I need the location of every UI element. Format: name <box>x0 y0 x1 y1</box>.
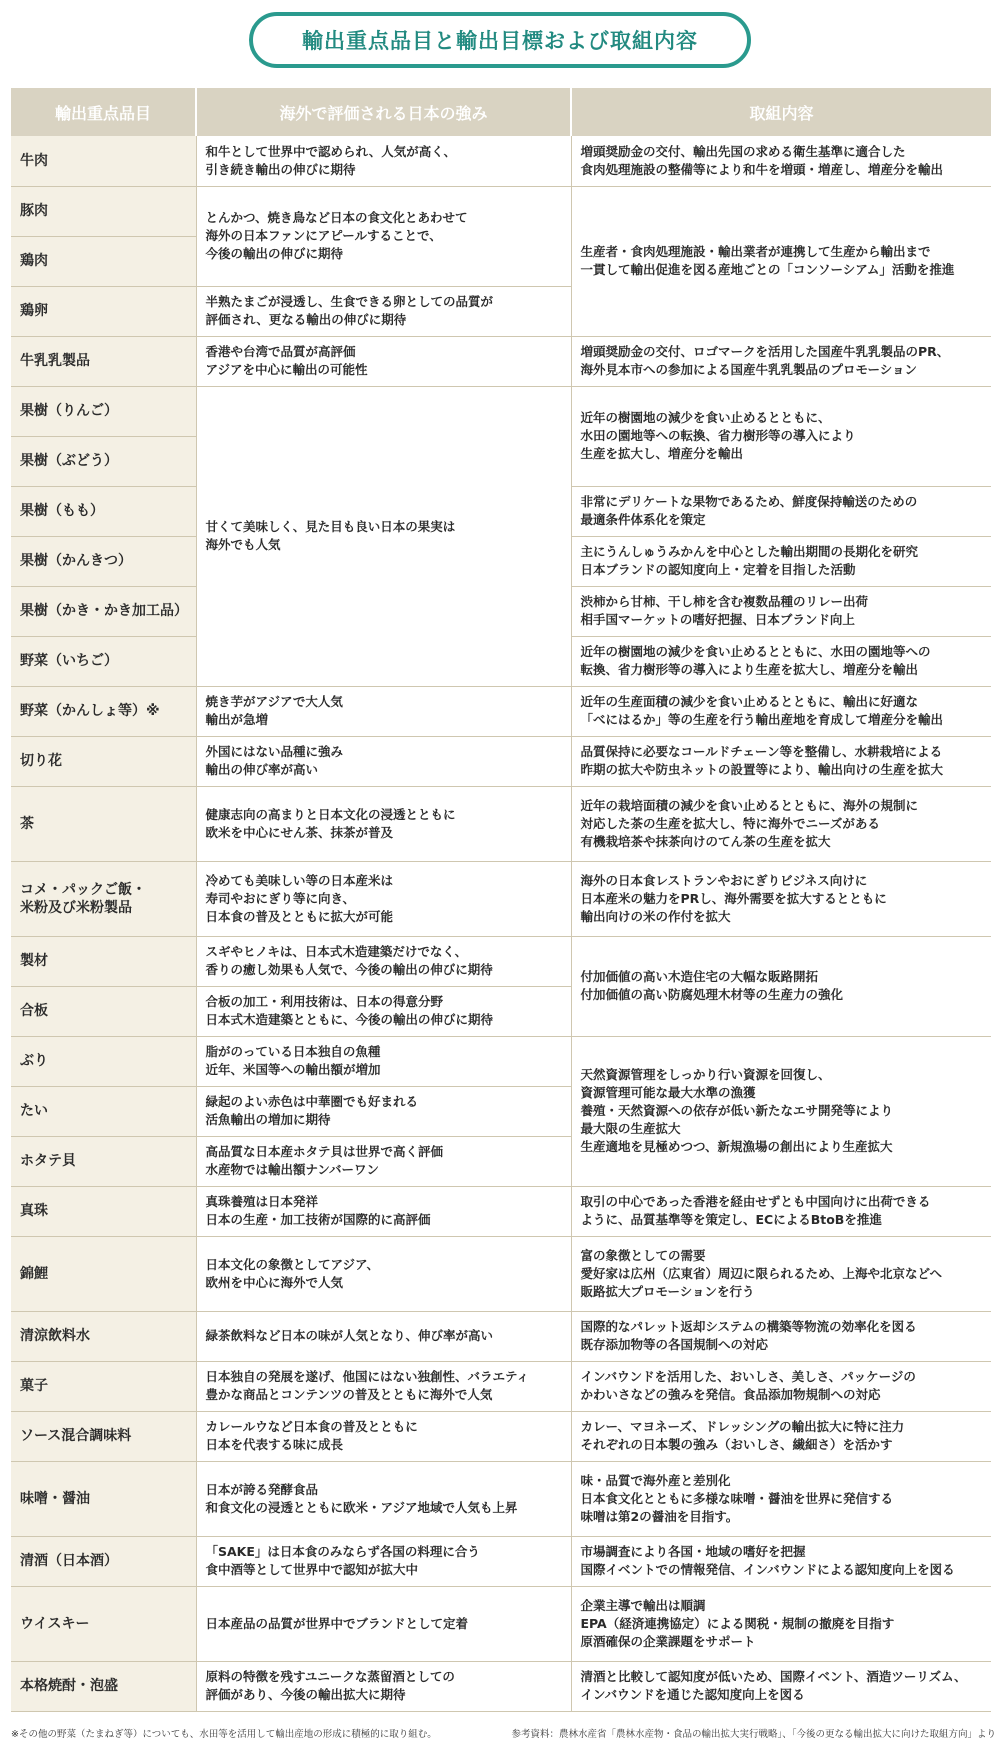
page-title: 輸出重点品目と輸出目標および取組内容 <box>249 12 751 68</box>
strength-cell <box>196 136 571 186</box>
strength-cell-text: 和牛として世界中で認められ、人気が高く、 引き続き輸出の伸びに期待 <box>205 143 457 177</box>
item-cell-text: ソース混合調味料 <box>20 1428 132 1444</box>
action-cell <box>571 1586 991 1661</box>
title-container <box>0 12 1000 68</box>
strength-cell-text: 健康志向の高まりと日本文化の浸透とともに 欧米を中心にせん茶、抹茶が普及 <box>205 806 456 840</box>
item-cell <box>11 686 196 736</box>
item-cell-text: 本格焼酎・泡盛 <box>20 1678 118 1694</box>
item-cell <box>11 1411 196 1461</box>
item-cell-text: 味噌・醤油 <box>20 1490 90 1507</box>
item-cell <box>11 1661 196 1711</box>
item-cell-text: 果樹（かき・かき加工品） <box>20 603 188 619</box>
item-cell-text: 牛乳乳製品 <box>20 353 90 369</box>
item-cell <box>11 336 196 386</box>
item-cell-text: 合板 <box>20 1003 48 1019</box>
table-row <box>11 1311 991 1361</box>
action-cell-text: 増頭奨励金の交付、輸出先国の求める衛生基準に適合した 食肉処理施設の整備等により和牛を増頭・増産し、増産分を輸出 <box>580 143 944 177</box>
table-row <box>11 336 991 386</box>
header-action: 取組内容 <box>571 88 991 136</box>
strength-cell-text: カレールウなど日本食の普及とともに 日本を代表する味に成長 <box>205 1419 418 1452</box>
strength-cell-text: スギやヒノキは、日本式木造建築だけでなく、 香りの癒し効果も人気で、今後の輸出の伸びに期待 <box>205 944 493 977</box>
item-cell <box>11 136 196 186</box>
action-cell-text: 国際的なパレット返却システムの構築等物流の効率化を図る 既存添加物等の各国規制への対応 <box>580 1319 917 1352</box>
item-cell-text: 果樹（もも） <box>20 503 104 519</box>
item-cell-text: 茶 <box>20 815 34 832</box>
item-cell-text: 製材 <box>20 953 48 969</box>
table-row <box>11 736 991 786</box>
action-cell-text: 近年の樹園地の減少を食い止めるとともに、 水田の園地等への転換、省力樹形等の導入により 生産を拡大し、増産分を輸出 <box>580 410 856 461</box>
strength-cell <box>196 1186 571 1236</box>
strength-cell-text: とんかつ、焼き鳥など日本の食文化とあわせて 海外の日本ファンにアピールすることで、 今後の輸出の伸びに期待 <box>205 210 468 261</box>
strength-cell <box>196 1661 571 1711</box>
item-cell-text: ホタテ貝 <box>20 1153 76 1169</box>
table-row <box>11 186 991 236</box>
action-cell <box>571 1186 991 1236</box>
item-cell-text: 牛肉 <box>20 152 48 169</box>
action-cell-text: 味・品質で海外産と差別化 日本食文化とともに多様な味噌・醤油を世界に発信する 味噌は第2の醤油を目指す。 <box>580 1472 894 1524</box>
item-cell <box>11 1236 196 1311</box>
item-cell-text: 果樹（かんきつ） <box>20 553 132 569</box>
strength-cell <box>196 186 571 286</box>
strength-cell <box>196 736 571 786</box>
item-cell <box>11 736 196 786</box>
action-cell-text: 主にうんしゅうみかんを中心とした輸出期間の長期化を研究 日本ブランドの認知度向上・定着を目指した活動 <box>580 544 919 577</box>
item-cell <box>11 236 196 286</box>
table-row <box>11 861 991 936</box>
strength-cell-text: 合板の加工・利用技術は、日本の得意分野 日本式木造建築とともに、今後の輸出の伸びに期待 <box>205 994 494 1027</box>
table-row <box>11 1411 991 1461</box>
table-header <box>11 88 991 136</box>
strength-cell <box>196 1361 571 1411</box>
item-cell <box>11 1036 196 1086</box>
strength-cell-text: 半熟たまごが浸透し、生食できる卵としての品質が 評価され、更なる輸出の伸びに期待 <box>205 294 494 327</box>
strength-cell-text: 甘くて美味しく、見た目も良い日本の果実は 海外でも人気 <box>205 519 456 552</box>
action-cell <box>571 686 991 736</box>
header-strength: 海外で評価される日本の強み <box>196 88 571 136</box>
item-cell <box>11 1361 196 1411</box>
item-cell <box>11 1136 196 1186</box>
action-cell-text: 海外の日本食レストランやおにぎりビジネス向けに 日本産米の魅力をPRし、海外需要を拡大するとともに 輸出向けの米の作付を拡大 <box>580 872 887 924</box>
action-cell-text: カレー、マヨネーズ、ドレッシングの輸出拡大に特に注力 それぞれの日本製の強み（おいしさ、繊細さ）を活かす <box>580 1419 905 1452</box>
table-row <box>11 386 991 436</box>
export-items-table <box>11 88 991 1712</box>
item-cell <box>11 636 196 686</box>
strength-cell <box>196 861 571 936</box>
table-row <box>11 1661 991 1711</box>
action-cell <box>571 1536 991 1586</box>
item-cell-text: 鶏卵 <box>20 303 48 319</box>
item-cell-text: コメ・パックご飯・ 米粉及び米粉製品 <box>20 881 146 916</box>
item-cell <box>11 786 196 861</box>
action-cell-text: 清酒と比較して認知度が低いため、国際イベント、酒造ツーリズム、 インバウンドを通じた認知度向上を図る <box>580 1669 967 1702</box>
strength-cell <box>196 1411 571 1461</box>
footnote <box>11 1726 996 1740</box>
action-cell <box>571 861 991 936</box>
strength-cell-text: 日本産品の品質が世界中でブランドとして定着 <box>205 1615 469 1631</box>
item-cell <box>11 186 196 236</box>
action-cell <box>571 1236 991 1311</box>
table-row <box>11 1186 991 1236</box>
item-cell-text: 鶏肉 <box>20 253 48 269</box>
action-cell-text: 近年の生産面積の減少を食い止めるとともに、輸出に好適な 「べにはるか」等の生産を行う輸出産地を育成して増産分を輸出 <box>580 694 944 727</box>
item-cell <box>11 436 196 486</box>
action-cell <box>571 1411 991 1461</box>
action-cell <box>571 486 991 536</box>
strength-cell-text: 原料の特徴を残すユニークな蒸留酒としての 評価があり、今後の輸出拡大に期待 <box>205 1669 455 1702</box>
strength-cell <box>196 1236 571 1311</box>
strength-cell-text: 日本文化の象徴としてアジア、 欧州を中心に海外で人気 <box>205 1256 380 1290</box>
item-cell-text: 清酒（日本酒） <box>20 1553 118 1569</box>
strength-cell-text: 「SAKE」は日本食のみならず各国の料理に合う 食中酒等として世界中で認知が拡大中 <box>205 1544 480 1577</box>
table-row <box>11 1461 991 1536</box>
strength-cell <box>196 786 571 861</box>
action-cell-text: 天然資源管理をしっかり行い資源を回復し、 資源管理可能な最大水準の漁獲 養殖・天然資源への依存が低い新たなエサ開発等により 最大限の生産拡大 生産適地を見極めつつ、新規漁場の創出により生産拡大 <box>580 1067 894 1154</box>
item-cell <box>11 386 196 436</box>
item-cell <box>11 536 196 586</box>
strength-cell <box>196 386 571 686</box>
action-cell-text: 近年の栽培面積の減少を食い止めるとともに、海外の規制に 対応した茶の生産を拡大し、特に海外でニーズがある 有機栽培茶や抹茶向けのてん茶の生産を拡大 <box>580 797 919 849</box>
action-cell <box>571 136 991 186</box>
strength-cell-text: 外国にはない品種に強み 輸出の伸び率が高い <box>205 744 344 777</box>
action-cell <box>571 786 991 861</box>
item-cell-text: 果樹（ぶどう） <box>20 453 118 469</box>
item-cell <box>11 936 196 986</box>
strength-cell-text: 緑起のよい赤色は中華圏でも好まれる 活魚輸出の増加に期待 <box>205 1094 419 1127</box>
item-cell-text: 菓子 <box>20 1378 48 1394</box>
item-cell-text: たい <box>20 1103 48 1119</box>
item-cell-text: 野菜（かんしょ等）※ <box>20 703 160 719</box>
table-row <box>11 936 991 986</box>
item-cell-text: 錦鯉 <box>20 1265 48 1282</box>
strength-cell-text: 焼き芋がアジアで大人気 輸出が急増 <box>205 694 343 727</box>
table-row <box>11 1536 991 1586</box>
action-cell <box>571 536 991 586</box>
strength-cell-text: 日本独自の発展を遂げ、他国にはない独創性、バラエティ 豊かな商品とコンテンツの普及とともに海外で人気 <box>205 1369 530 1402</box>
strength-cell <box>196 1311 571 1361</box>
item-cell <box>11 1536 196 1586</box>
item-cell-text: 果樹（りんご） <box>20 403 118 419</box>
table-row <box>11 686 991 736</box>
table-row <box>11 1361 991 1411</box>
action-cell <box>571 1036 991 1186</box>
action-cell <box>571 1311 991 1361</box>
action-cell-text: 市場調査により各国・地域の嗜好を把握 国際イベントでの情報発信、インバウンドによる認知度向上を図る <box>580 1544 955 1577</box>
table-row <box>11 786 991 861</box>
item-cell <box>11 986 196 1036</box>
item-cell <box>11 286 196 336</box>
strength-cell-text: 緑茶飲料など日本の味が人気となり、伸び率が高い <box>205 1328 494 1343</box>
action-cell <box>571 336 991 386</box>
strength-cell <box>196 936 571 986</box>
action-cell <box>571 936 991 1036</box>
action-cell <box>571 1361 991 1411</box>
action-cell <box>571 386 991 486</box>
strength-cell-text: 日本が誇る発酵食品 和食文化の浸透とともに欧米・アジア地域で人気も上昇 <box>205 1481 518 1515</box>
footnote-note: ※その他の野菜（たまねぎ等）についても、水田等を活用して輸出産地の形成に積極的に取り組む。 <box>11 1729 437 1740</box>
action-cell-text: 取引の中心であった香港を経由せずとも中国向けに出荷できる ように、品質基準等を策定し、ECによるBtoBを推進 <box>580 1194 931 1227</box>
table-row <box>11 136 991 186</box>
strength-cell-text: 冷めても美味しい等の日本産米は 寿司やおにぎり等に向き、 日本食の普及とともに拡大が可能 <box>205 872 394 924</box>
action-cell-text: 品質保持に必要なコールドチェーン等を整備し、水耕栽培による 昨期の拡大や防虫ネットの設置等により、輸出向けの生産を拡大 <box>580 744 944 777</box>
action-cell-text: インバウンドを活用した、おいしさ、美しさ、パッケージの かわいさなどの強みを発信。食品添加物規制への対応 <box>580 1369 916 1402</box>
strength-cell-text: 高品質な日本産ホタテ貝は世界で高く評価 水産物では輸出額ナンバーワン <box>205 1144 444 1177</box>
item-cell <box>11 486 196 536</box>
table-row <box>11 1586 991 1661</box>
item-cell-text: 清涼飲料水 <box>20 1328 90 1344</box>
strength-cell <box>196 1461 571 1536</box>
strength-cell-text: 香港や台湾で品質が高評価 アジアを中心に輸出の可能性 <box>205 344 368 377</box>
item-cell-text: ぶり <box>20 1053 48 1069</box>
footnote-source: 参考資料：農林水産省「農林水産物・食品の輸出拡大実行戦略」、「今後の更なる輸出拡大に向けた取組方向」より <box>511 1729 996 1740</box>
action-cell-text: 富の象徴としての需要 愛好家は広州（広東省）周辺に限られるため、上海や北京などへ 販路拡大プロモーションを行う <box>580 1247 943 1299</box>
strength-cell <box>196 1086 571 1136</box>
strength-cell <box>196 1036 571 1086</box>
item-cell <box>11 1186 196 1236</box>
action-cell-text: 生産者・食肉処理施設・輸出業者が連携して生産から輸出まで 一貫して輸出促進を図る産地ごとの「コンソーシアム」活動を推進 <box>580 244 955 277</box>
table-row <box>11 1236 991 1311</box>
item-cell <box>11 1461 196 1536</box>
item-cell-text: ウイスキー <box>20 1615 90 1632</box>
item-cell-text: 野菜（いちご） <box>20 653 118 669</box>
header-item: 輸出重点品目 <box>11 88 196 136</box>
action-cell-text: 企業主導で輸出は順調 EPA（経済連携協定）による関税・規制の撤廃を目指す 原酒確保の企業課題をサポート <box>580 1597 895 1649</box>
table-row <box>11 1036 991 1086</box>
item-cell <box>11 861 196 936</box>
item-cell-text: 切り花 <box>20 753 62 769</box>
item-cell-text: 真珠 <box>20 1203 48 1219</box>
strength-cell-text: 脂がのっている日本独自の魚種 近年、米国等への輸出額が増加 <box>205 1044 381 1077</box>
strength-cell <box>196 686 571 736</box>
item-cell <box>11 1586 196 1661</box>
action-cell <box>571 1661 991 1711</box>
action-cell <box>571 736 991 786</box>
strength-cell <box>196 336 571 386</box>
action-cell-text: 非常にデリケートな果物であるため、鮮度保持輸送のための 最適条件体系化を策定 <box>580 494 918 527</box>
action-cell-text: 増頭奨励金の交付、ロゴマークを活用した国産牛乳乳製品のPR、 海外見本市への参加による国産牛乳乳製品のプロモーション <box>580 344 950 377</box>
item-cell <box>11 586 196 636</box>
strength-cell <box>196 986 571 1036</box>
action-cell-text: 渋柿から甘柿、干し柿を含む複数品種のリレー出荷 相手国マーケットの嗜好把握、日本ブランド向上 <box>580 594 869 627</box>
action-cell-text: 近年の樹園地の減少を食い止めるとともに、水田の園地等への 転換、省力樹形等の導入により生産を拡大し、増産分を輸出 <box>580 644 931 677</box>
action-cell <box>571 1461 991 1536</box>
strength-cell <box>196 1136 571 1186</box>
item-cell-text: 豚肉 <box>20 203 48 219</box>
item-cell <box>11 1311 196 1361</box>
action-cell-text: 付加価値の高い木造住宅の大幅な販路開拓 付加価値の高い防腐処理木材等の生産力の強化 <box>580 969 844 1002</box>
action-cell <box>571 186 991 336</box>
action-cell <box>571 586 991 636</box>
strength-cell <box>196 1586 571 1661</box>
table-body <box>11 136 991 1711</box>
strength-cell-text: 真珠養殖は日本発祥 日本の生産・加工技術が国際的に高評価 <box>205 1194 431 1227</box>
strength-cell <box>196 286 571 336</box>
strength-cell <box>196 1536 571 1586</box>
action-cell <box>571 636 991 686</box>
item-cell <box>11 1086 196 1136</box>
